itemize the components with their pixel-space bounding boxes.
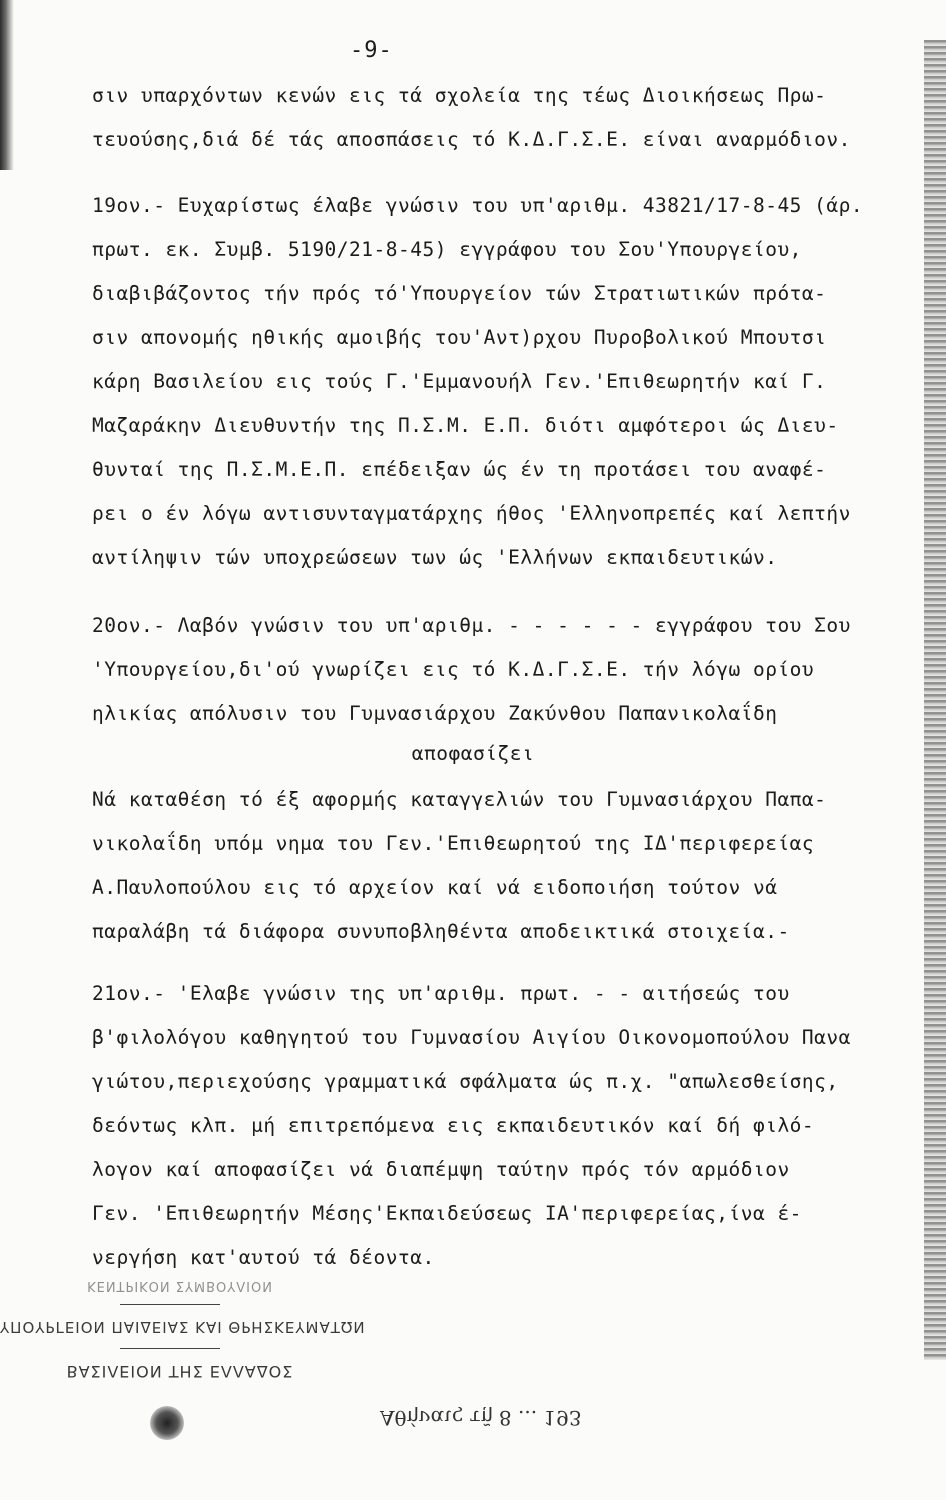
text-line: νεργήση κατ'αυτού τά δέοντα.: [92, 1246, 435, 1269]
royal-crest-icon: [150, 1406, 184, 1440]
text-line: Γεν. 'Επιθεωρητήν Μέσης'Εκπαιδεύσεως ΙΑ'περιφερείας,ίνα έ-: [92, 1202, 802, 1225]
stamp-divider: [120, 1348, 220, 1349]
text-line: γιώτου,περιεχούσης γραμματικά σφάλματα ώς π.χ. "απωλεσθείσης,: [92, 1070, 839, 1093]
text-line: 19ον.- Ευχαρίστως έλαβε γνώσιν του υπ'αριθμ. 43821/17-8-45 (άρ.: [92, 194, 864, 217]
stamp-ministry: ΥΠΟΥΡΓΕΙΟΝ ΠΑΙΔΕΙΑΣ ΚΑΙ ΘΡΗΣΚΕΥΜΑΤΩΝ: [0, 1318, 366, 1336]
text-line: 20ον.- Λαβόν γνώσιν του υπ'αριθμ. - - - - - - εγγράφου του Σου: [92, 614, 851, 637]
text-line: Μαζαράκην Διευθυντήν της Π.Σ.Μ. Ε.Π. διότι αμφότεροι ώς Διευ-: [92, 414, 839, 437]
page-edge-shadow-right: [924, 40, 946, 1360]
decision-heading: αποφασίζει: [411, 742, 535, 765]
stamp-line-faint: ΚΕΝΤΡΙΚΟΝ ΣΥΜΒΟΥΛΙΟΝ: [87, 1278, 273, 1293]
text-line: αντίληψιν τών υποχρεώσεων των ώς 'Ελλήνων εκπαιδευτικών.: [92, 546, 778, 569]
page-edge-shadow-left: [0, 0, 14, 170]
text-line: Α.Παυλοπούλου εις τό αρχείον καί νά ειδοποιήση τούτον νά: [92, 876, 778, 899]
text-line: 21ον.- 'Ελαβε γνώσιν της υπ'αριθμ. πρωτ. - - αιτήσεώς του: [92, 982, 790, 1005]
text-line: 'Υπουργείου,δι'ού γνωρίζει εις τό Κ.Δ.Γ.Σ.Ε. τήν λόγω ορίου: [92, 658, 815, 681]
text-line: νικολαΐδη υπόμ νημα του Γεν.'Επιθεωρητού της ΙΔ'περιφερείας: [92, 832, 815, 855]
text-line: β'φιλολόγου καθηγητού του Γυμνασίου Αιγίου Οικονομοπούλου Πανα: [92, 1026, 851, 1049]
text-line: παραλάβη τά διάφορα συνυποβληθέντα αποδεικτικά στοιχεία.-: [92, 920, 790, 943]
text-line: τευούσης,διά δέ τάς αποσπάσεις τό Κ.Δ.Γ.Σ.Ε. είναι αναρμόδιον.: [92, 128, 851, 151]
text-line: Νά καταθέση τό έξ αφορμής καταγγελιών του Γυμνασιάρχου Παπα-: [92, 788, 827, 811]
text-line: διαβιβάζοντος τήν πρός τό'Υπουργείον τών Στρατιωτικών πρότα-: [92, 282, 827, 305]
text-line: ηλικίας απόλυσιν του Γυμνασιάρχου Ζακύνθου Παπανικολαΐδη: [92, 702, 778, 725]
stamp-divider: [120, 1304, 220, 1305]
stamp-kingdom: ΒΑΣΙΛΕΙΟΝ ΤΗΣ ΕΛΛΑΔΟΣ: [66, 1362, 294, 1381]
text-line: κάρη Βασιλείου εις τούς Γ.'Εμμανουήλ Γεν.'Επιθεωρητήν καί Γ.: [92, 370, 827, 393]
page-number: -9-: [350, 38, 393, 63]
text-line: λογον καί αποφασίζει νά διαπέμψη ταύτην πρός τόν αρμόδιον: [92, 1158, 790, 1181]
text-line: σιν απονομής ηθικής αμοιβής του'Αντ)ρχου Πυροβολικού Μπουτσι: [92, 326, 827, 349]
text-line: δεόντως κλπ. μή επιτρεπόμενα εις εκπαιδευτικόν καί δή φιλό-: [92, 1114, 815, 1137]
date-stamp: Αθήναις τῇ 8 ... 193: [380, 1406, 582, 1430]
text-line: θυνταί της Π.Σ.Μ.Ε.Π. επέδειξαν ώς έν τη προτάσει του αναφέ-: [92, 458, 827, 481]
text-line: σιν υπαρχόντων κενών εις τά σχολεία της τέως Διοικήσεως Πρω-: [92, 84, 827, 107]
text-line: πρωτ. εκ. Συμβ. 5190/21-8-45) εγγράφου του Σου'Υπουργείου,: [92, 238, 802, 261]
text-line: ρει ο έν λόγω αντισυνταγματάρχης ήθος 'Ελληνοπρεπές καί λεπτήν: [92, 502, 851, 525]
